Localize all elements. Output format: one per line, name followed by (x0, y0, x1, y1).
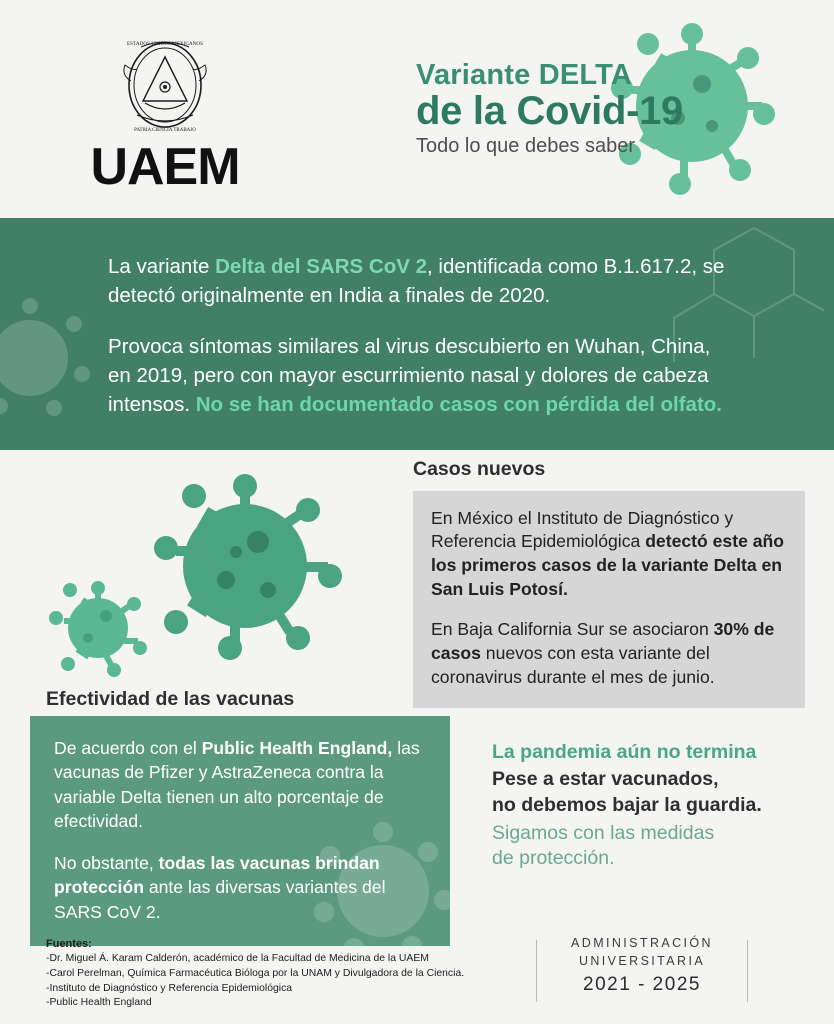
band-p2-highlight: No se han documentado casos con pérdida del olfato. (195, 393, 723, 417)
vacunas-p2-bold: todas las vacunas brindan protección (54, 853, 380, 898)
middle-section (0, 450, 834, 712)
vacunas-p1-a: De acuerdo con el (54, 738, 202, 758)
uaem-logo-block (0, 25, 330, 196)
admin-years: 2021 - 2025 (583, 974, 701, 996)
fuentes-item: -Carol Perelman, Química Farmacéutica Bióloga por la UNAM y Divulgadora de la Ciencia. (46, 967, 465, 979)
casos-p1-bold: detectó este año los primeros casos de la variante Delta en San Luis Potosí. (431, 531, 785, 600)
pandemia-line-3a: Sigamos con las medidas (492, 822, 715, 845)
uaem-crest-icon (111, 31, 219, 139)
vacunas-card (30, 716, 450, 946)
admin-divider-left (536, 940, 537, 1002)
virus-illustration-middle (40, 456, 360, 711)
pandemia-line-3 (492, 821, 812, 872)
vacunas-p2-a: No obstante, (54, 853, 159, 874)
pandemia-line-1: La pandemia aún no termina (492, 741, 757, 763)
pandemia-line-2a: Pese a estar vacunados, (492, 768, 719, 791)
uaem-wordmark: UAEM (90, 138, 240, 196)
title-line-1: Variante DELTA (416, 59, 633, 92)
fuentes-title: Fuentes: (46, 938, 92, 950)
band-p2-a: Provoca síntomas similares al virus descubierto en Wuhan, China, en 2019, pero con mayor escurrimiento nasal y dolores de cabeza intensos. (108, 335, 711, 417)
title-line-3: Todo lo que debes saber (416, 134, 636, 157)
casos-paragraph-1 (431, 507, 787, 603)
casos-nuevos-block (413, 458, 805, 708)
title-line-2: de la Covid-19 (416, 88, 683, 133)
band-p1-highlight: Delta del SARS CoV 2 (215, 255, 428, 278)
svg-text:ESTADOS UNIDOS MEXICANOS: ESTADOS UNIDOS MEXICANOS (127, 41, 203, 47)
admin-line-2: UNIVERSITARIA (578, 954, 706, 969)
intro-band (0, 218, 834, 450)
casos-p2-a: En Baja California Sur se asociaron (431, 619, 714, 640)
pandemia-line-2 (492, 767, 812, 818)
fuentes-block (46, 938, 464, 1011)
casos-p2-c: nuevos con esta variante del coronavirus durante el mes de junio. (431, 643, 715, 688)
admin-divider-right (747, 940, 748, 1002)
casos-p2-bold: 30% de casos (431, 619, 775, 664)
vacunas-p1-c: las vacunas de Pfizer y AstraZeneca contra la variable Delta tienen un alto porcentaje de efectividad. (54, 738, 420, 831)
casos-p1-a: En México el Instituto de Diagnóstico y Referencia Epidemiológica (431, 507, 734, 552)
pandemia-block (492, 740, 812, 872)
svg-text:PATRIA CIENCIA TRABAJO: PATRIA CIENCIA TRABAJO (134, 128, 196, 133)
fuentes-item: -Dr. Miguel Á. Karam Calderón, académico de la Facultad de Medicina de la UAEM (46, 953, 429, 964)
vacunas-title: Efectividad de las vacunas (46, 688, 295, 710)
admin-line-1: ADMINISTRACIÓN (571, 936, 713, 950)
pandemia-line-3b: de protección. (492, 847, 615, 870)
casos-paragraph-2 (431, 618, 787, 690)
header (0, 0, 834, 218)
casos-nuevos-card (413, 491, 805, 708)
band-p1-b: , identificada como B.1.617.2, se detectó originalmente en India a finales de 2020. (108, 255, 725, 308)
fuentes-item: -Public Health England (46, 997, 152, 1009)
band-paragraph-1 (108, 252, 738, 310)
band-paragraph-2 (108, 332, 738, 419)
vacunas-p1-bold: Public Health England, (201, 738, 393, 758)
administracion-block (542, 934, 742, 996)
band-p1-a: La variante (108, 255, 216, 278)
vacunas-paragraph-1 (54, 736, 426, 833)
pandemia-line-2b: no debemos bajar la guardia. (492, 793, 762, 816)
casos-nuevos-title: Casos nuevos (413, 457, 546, 480)
vacunas-paragraph-2 (54, 851, 426, 924)
fuentes-item: -Instituto de Diagnóstico y Referencia Epidemiológica (46, 982, 293, 994)
vacunas-p2-c: ante las diversas variantes del SARS CoV 2. (54, 877, 386, 922)
header-title-block (330, 0, 834, 218)
